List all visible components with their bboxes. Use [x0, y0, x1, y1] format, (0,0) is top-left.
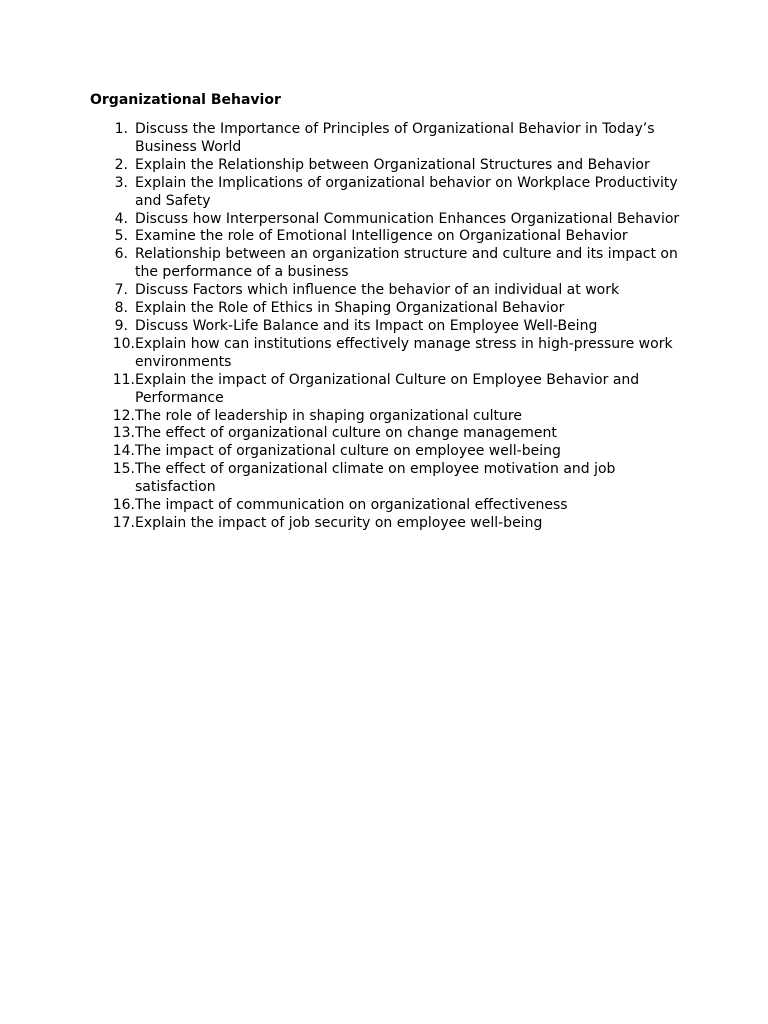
item-number: 2. — [114, 156, 128, 173]
item-number: 10. — [112, 335, 135, 352]
topic-list — [90, 121, 690, 533]
item-number: 16. — [112, 497, 135, 514]
item-number: 15. — [112, 461, 135, 478]
list-item — [90, 246, 690, 282]
item-text: Relationship between an organization structure and culture and its impact on the performance of a business — [135, 246, 678, 281]
item-number: 6. — [114, 246, 128, 263]
item-text: The role of leadership in shaping organizational culture — [135, 407, 522, 424]
list-item — [90, 211, 690, 229]
item-text: Discuss Work-Life Balance and its Impact on Employee Well-Being — [135, 317, 598, 334]
item-text: Explain the impact of Organizational Culture on Employee Behavior and Performance — [135, 371, 640, 406]
list-item — [90, 228, 690, 246]
list-item — [90, 515, 690, 533]
item-number: 17. — [112, 514, 135, 531]
list-item — [90, 497, 690, 515]
list-item — [90, 282, 690, 300]
item-text: Discuss Factors which influence the behavior of an individual at work — [135, 282, 620, 299]
list-item — [90, 408, 690, 426]
item-text: The effect of organizational culture on change management — [135, 425, 557, 442]
item-number: 11. — [112, 371, 135, 388]
item-number: 5. — [114, 228, 128, 245]
item-text: Explain how can institutions effectively manage stress in high-pressure work environments — [135, 335, 673, 370]
item-text: The impact of communication on organizational effectiveness — [135, 497, 568, 514]
item-number: 1. — [114, 121, 128, 137]
list-item — [90, 175, 690, 211]
item-text: Explain the Implications of organizational behavior on Workplace Productivity and Safety — [135, 174, 678, 209]
list-item — [90, 372, 690, 408]
item-number: 4. — [114, 210, 128, 227]
list-item — [90, 336, 690, 372]
item-number: 3. — [114, 174, 128, 191]
list-item — [90, 318, 690, 336]
item-text: Explain the impact of job security on employee well-being — [135, 514, 543, 531]
item-text: Discuss the Importance of Principles of Organizational Behavior in Today’s Business World — [135, 121, 655, 155]
list-item — [90, 121, 690, 157]
item-text: Explain the Relationship between Organizational Structures and Behavior — [135, 156, 650, 173]
item-number: 12. — [112, 407, 135, 424]
item-text: Explain the Role of Ethics in Shaping Organizational Behavior — [135, 300, 565, 317]
item-number: 9. — [114, 317, 128, 334]
item-text: Examine the role of Emotional Intelligence on Organizational Behavior — [135, 228, 628, 245]
item-text: Discuss how Interpersonal Communication Enhances Organizational Behavior — [135, 210, 680, 227]
item-number: 8. — [114, 300, 128, 317]
item-number: 14. — [112, 443, 135, 460]
item-number: 7. — [114, 282, 128, 299]
item-number: 13. — [112, 425, 135, 442]
page-title: Organizational Behavior — [90, 92, 281, 108]
list-item — [90, 157, 690, 175]
list-item — [90, 300, 690, 318]
item-text: The impact of organizational culture on employee well-being — [135, 443, 561, 460]
item-text: The effect of organizational climate on employee motivation and job satisfaction — [135, 461, 616, 496]
list-item — [90, 461, 690, 497]
list-item — [90, 425, 690, 443]
list-item — [90, 443, 690, 461]
